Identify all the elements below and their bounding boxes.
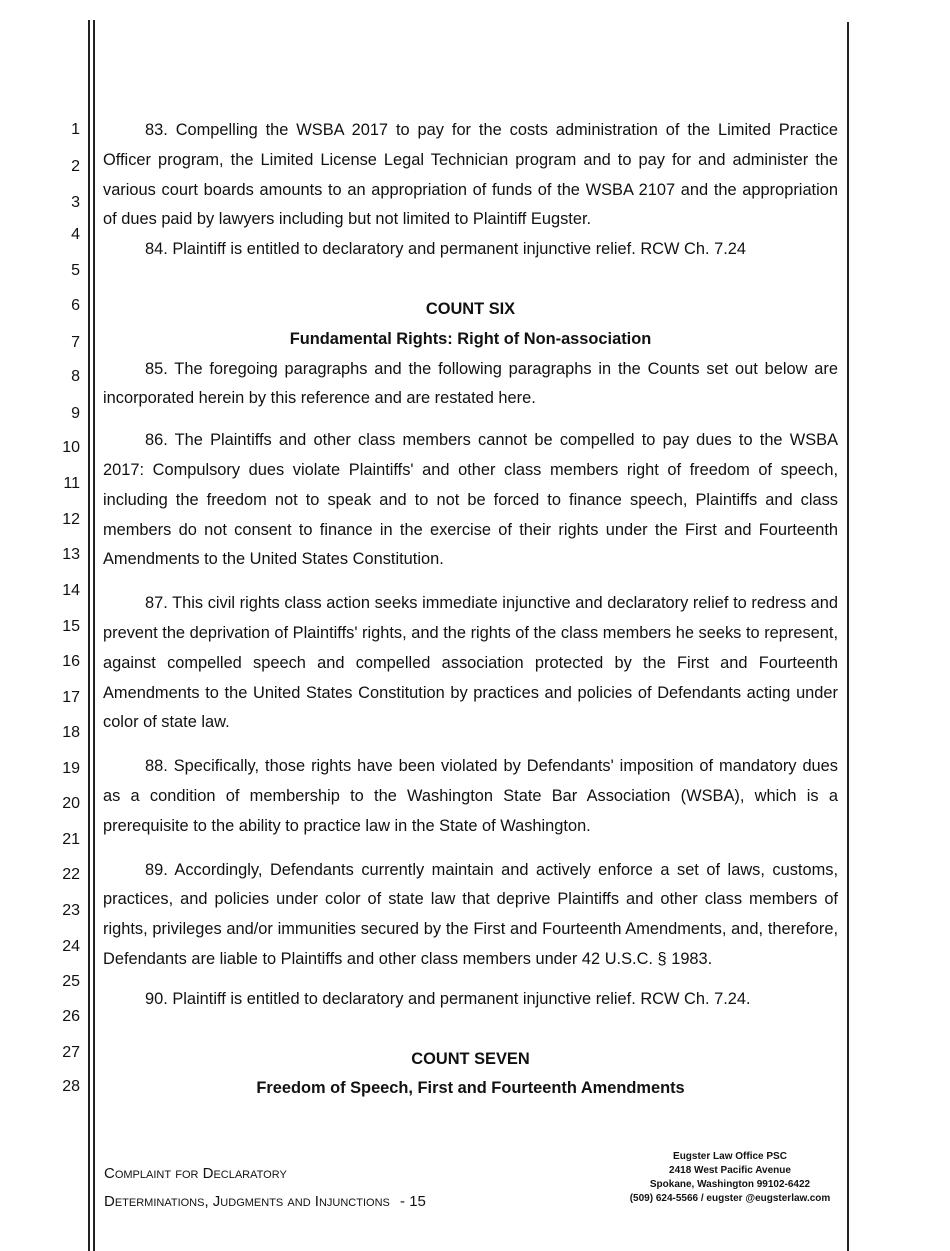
count-six-heading: COUNT SIX xyxy=(425,299,516,318)
firm-address-line-1: 2418 West Pacific Avenue xyxy=(669,1165,791,1176)
line-number: 19 xyxy=(62,760,80,777)
line-number: 28 xyxy=(62,1078,80,1095)
line-number: 10 xyxy=(62,439,80,456)
line-number: 27 xyxy=(62,1044,80,1061)
line-number: 25 xyxy=(62,973,80,990)
line-number: 16 xyxy=(62,653,80,670)
firm-name: Eugster Law Office PSC xyxy=(673,1151,787,1162)
paragraph-87: 87. This civil rights class action seeks immediate injunctive and declaratory relief to redress and prevent the deprivation of Plaintiffs' rights, and the rights of the class members he seeks to represent, against compelled speech and compelled association protected by the First and Fourteenth Amendments to the United States Constitution by practices and policies of Defendants acting under color of state law. xyxy=(103,594,838,732)
line-number: 13 xyxy=(62,546,80,563)
footer-title-line-2 xyxy=(104,1188,426,1216)
line-number: 8 xyxy=(71,368,80,385)
line-number: 11 xyxy=(63,475,80,492)
firm-contact: (509) 624-5566 / eugster @eugsterlaw.com xyxy=(629,1193,831,1204)
left-margin-rule-inner xyxy=(93,20,95,1251)
paragraph-83: 83. Compelling the WSBA 2017 to pay for the costs administration of the Limited Practice Officer program, the Limited License Legal Technician program and to pay for and administer the various court boards amounts to an appropriation of funds of the WSBA 2107 and the appropriation of dues paid by lawyers including but not limited to Plaintiff Eugster. xyxy=(103,121,838,229)
footer-document-title xyxy=(104,1160,426,1216)
line-number: 26 xyxy=(62,1008,80,1025)
line-number: 12 xyxy=(62,511,80,528)
paragraph-86: 86. The Plaintiffs and other class members cannot be compelled to pay dues to the WSBA 2017: Compulsory dues violate Plaintiffs' and other class members right of freedom of speech, including the freedom not to speak and to not be forced to finance speech, Plaintiffs and class members do not consent to finance in the exercise of their rights under the First and Fourteenth Amendments to the United States Constitution. xyxy=(103,431,838,569)
line-number: 3 xyxy=(71,194,80,211)
paragraph-85: 85. The foregoing paragraphs and the following paragraphs in the Counts set out below are incorporated herein by this reference and are restated here. xyxy=(103,359,838,408)
paragraph-84: 84. Plaintiff is entitled to declaratory and permanent injunctive relief. RCW Ch. 7.24 xyxy=(145,240,746,259)
left-margin-rule-outer xyxy=(88,20,90,1251)
line-number: 14 xyxy=(62,582,80,599)
line-number: 15 xyxy=(62,618,80,635)
right-margin-rule xyxy=(847,22,849,1251)
line-number: 20 xyxy=(62,795,80,812)
count-seven-subheading: Freedom of Speech, First and Fourteenth Amendments xyxy=(256,1079,685,1098)
line-number: 6 xyxy=(71,297,80,314)
footer-title-line-1: Complaint for Declaratory xyxy=(104,1165,287,1182)
page-number: - 15 xyxy=(400,1193,426,1210)
count-seven-heading: COUNT SEVEN xyxy=(411,1049,530,1068)
line-number: 2 xyxy=(71,158,80,175)
line-number: 23 xyxy=(62,902,80,919)
paragraph-90: 90. Plaintiff is entitled to declaratory and permanent injunctive relief. RCW Ch. 7.24. xyxy=(145,989,751,1008)
line-number: 24 xyxy=(62,938,80,955)
pleading-body xyxy=(103,116,838,1104)
footer-title-line-2-text: Determinations, Judgments and Injunctions xyxy=(104,1193,390,1210)
line-number: 17 xyxy=(62,689,80,706)
line-number: 22 xyxy=(62,866,80,883)
count-six-subheading: Fundamental Rights: Right of Non-association xyxy=(289,329,652,348)
line-number: 5 xyxy=(71,262,80,279)
paragraph-88: 88. Specifically, those rights have been violated by Defendants' imposition of mandatory dues as a condition of membership to the Washington State Bar Association (WSBA), which is a prerequisite to the ability to practice law in the State of Washington. xyxy=(103,757,838,835)
footer-firm-block xyxy=(618,1150,842,1206)
line-number: 9 xyxy=(71,405,80,422)
line-number: 18 xyxy=(62,724,80,741)
line-number: 1 xyxy=(71,121,80,138)
firm-address-line-2: Spokane, Washington 99102-6422 xyxy=(649,1179,811,1190)
paragraph-89: 89. Accordingly, Defendants currently maintain and actively enforce a set of laws, customs, practices, and policies under color of state law that deprive Plaintiffs and other class members of rights, privileges and/or immunities secured by the First and Fourteenth Amendments, and, therefore, Defendants are liable to Plaintiffs and other class members under 42 U.S.C. § 1983. xyxy=(103,860,838,968)
line-number: 7 xyxy=(71,334,80,351)
line-number: 4 xyxy=(71,226,80,243)
line-number: 21 xyxy=(62,831,80,848)
